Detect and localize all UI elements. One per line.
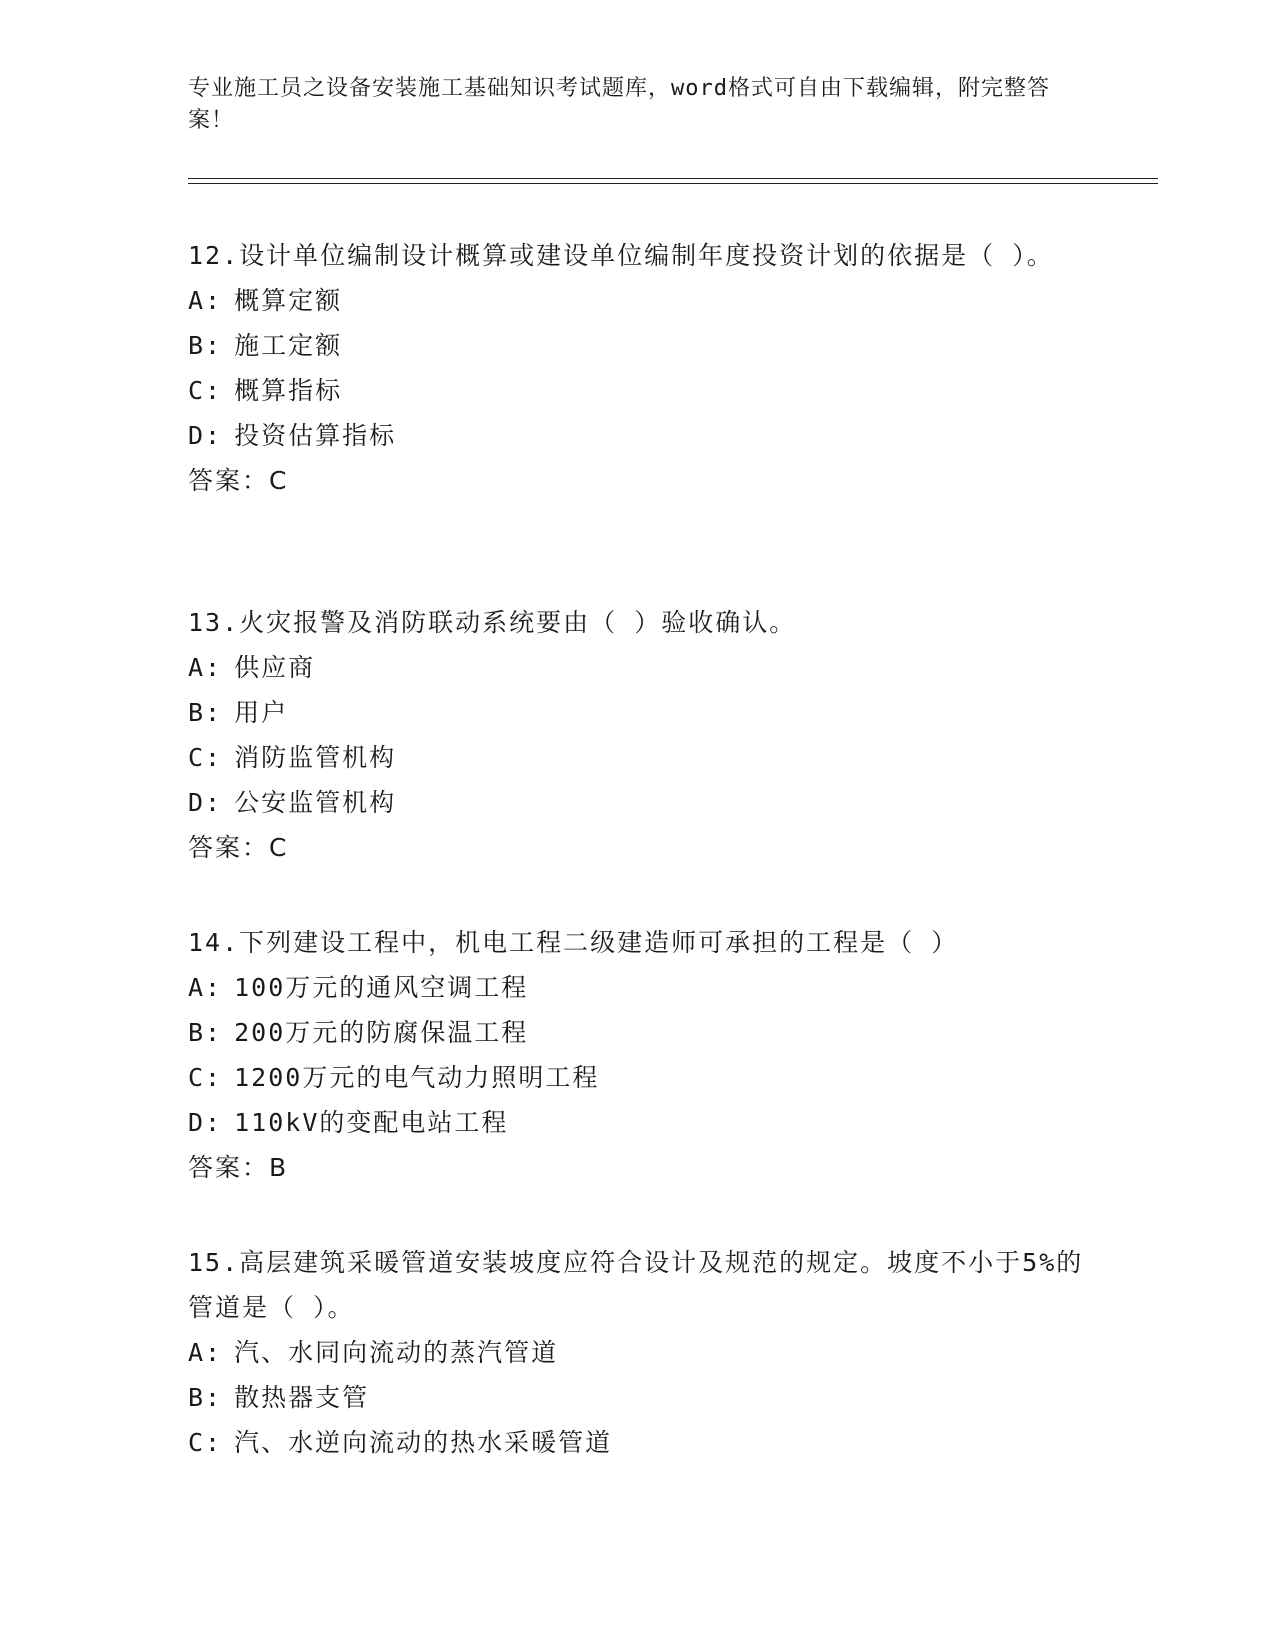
document-header: 专业施工员之设备安装施工基础知识考试题库，word格式可自由下载编辑，附完整答案！ bbox=[188, 76, 1050, 133]
option-d bbox=[188, 1100, 1088, 1145]
question-stem: 14.下列建设工程中，机电工程二级建造师可承担的工程是（ ） bbox=[188, 928, 959, 957]
option-letter: A: bbox=[188, 973, 223, 1002]
option-text: 投资估算指标 bbox=[234, 421, 397, 450]
question-14 bbox=[188, 920, 1088, 1190]
option-letter: C: bbox=[188, 1063, 223, 1092]
option-letter: B: bbox=[188, 1383, 223, 1412]
option-a bbox=[188, 965, 1088, 1010]
question-stem: 13.火灾报警及消防联动系统要由（ ）验收确认。 bbox=[188, 608, 797, 637]
option-d bbox=[188, 413, 1088, 458]
answer: 答案：B bbox=[188, 1153, 289, 1182]
option-b bbox=[188, 690, 1088, 735]
option-text: 消防监管机构 bbox=[234, 743, 397, 772]
question-15 bbox=[188, 1240, 1088, 1465]
option-letter: B: bbox=[188, 698, 223, 727]
option-c bbox=[188, 1420, 1088, 1465]
question-stem: 12.设计单位编制设计概算或建设单位编制年度投资计划的依据是（ ）。 bbox=[188, 241, 1054, 270]
option-c bbox=[188, 1055, 1088, 1100]
option-letter: B: bbox=[188, 331, 223, 360]
option-text: 汽、水同向流动的蒸汽管道 bbox=[234, 1338, 559, 1367]
option-b bbox=[188, 1010, 1088, 1055]
header-divider-line bbox=[188, 183, 1158, 184]
option-text: 公安监管机构 bbox=[234, 788, 397, 817]
header-divider-line bbox=[188, 178, 1158, 179]
option-text: 200万元的防腐保温工程 bbox=[234, 1018, 529, 1047]
option-d bbox=[188, 780, 1088, 825]
option-c bbox=[188, 368, 1088, 413]
answer: 答案：C bbox=[188, 833, 289, 862]
option-b bbox=[188, 323, 1088, 368]
option-c bbox=[188, 735, 1088, 780]
option-letter: D: bbox=[188, 1108, 223, 1137]
option-letter: C: bbox=[188, 376, 223, 405]
option-text: 施工定额 bbox=[234, 331, 343, 360]
answer: 答案：C bbox=[188, 466, 289, 495]
option-letter: A: bbox=[188, 286, 223, 315]
option-text: 100万元的通风空调工程 bbox=[234, 973, 529, 1002]
option-a bbox=[188, 278, 1088, 323]
option-a bbox=[188, 1330, 1088, 1375]
question-12 bbox=[188, 233, 1088, 503]
option-text: 概算定额 bbox=[234, 286, 343, 315]
option-text: 110kV的变配电站工程 bbox=[234, 1108, 509, 1137]
option-text: 用户 bbox=[234, 698, 289, 727]
option-letter: B: bbox=[188, 1018, 223, 1047]
option-text: 1200万元的电气动力照明工程 bbox=[234, 1063, 600, 1092]
option-letter: A: bbox=[188, 1338, 223, 1367]
option-letter: D: bbox=[188, 788, 223, 817]
option-letter: C: bbox=[188, 1428, 223, 1457]
option-letter: C: bbox=[188, 743, 223, 772]
option-b bbox=[188, 1375, 1088, 1420]
question-stem: 15.高层建筑采暖管道安装坡度应符合设计及规范的规定。坡度不小于5%的管道是（ ）。 bbox=[188, 1248, 1084, 1322]
option-text: 概算指标 bbox=[234, 376, 343, 405]
option-text: 供应商 bbox=[234, 653, 316, 682]
option-letter: A: bbox=[188, 653, 223, 682]
option-text: 汽、水逆向流动的热水采暖管道 bbox=[234, 1428, 613, 1457]
option-a bbox=[188, 645, 1088, 690]
option-text: 散热器支管 bbox=[234, 1383, 370, 1412]
question-13 bbox=[188, 600, 1088, 870]
option-letter: D: bbox=[188, 421, 223, 450]
